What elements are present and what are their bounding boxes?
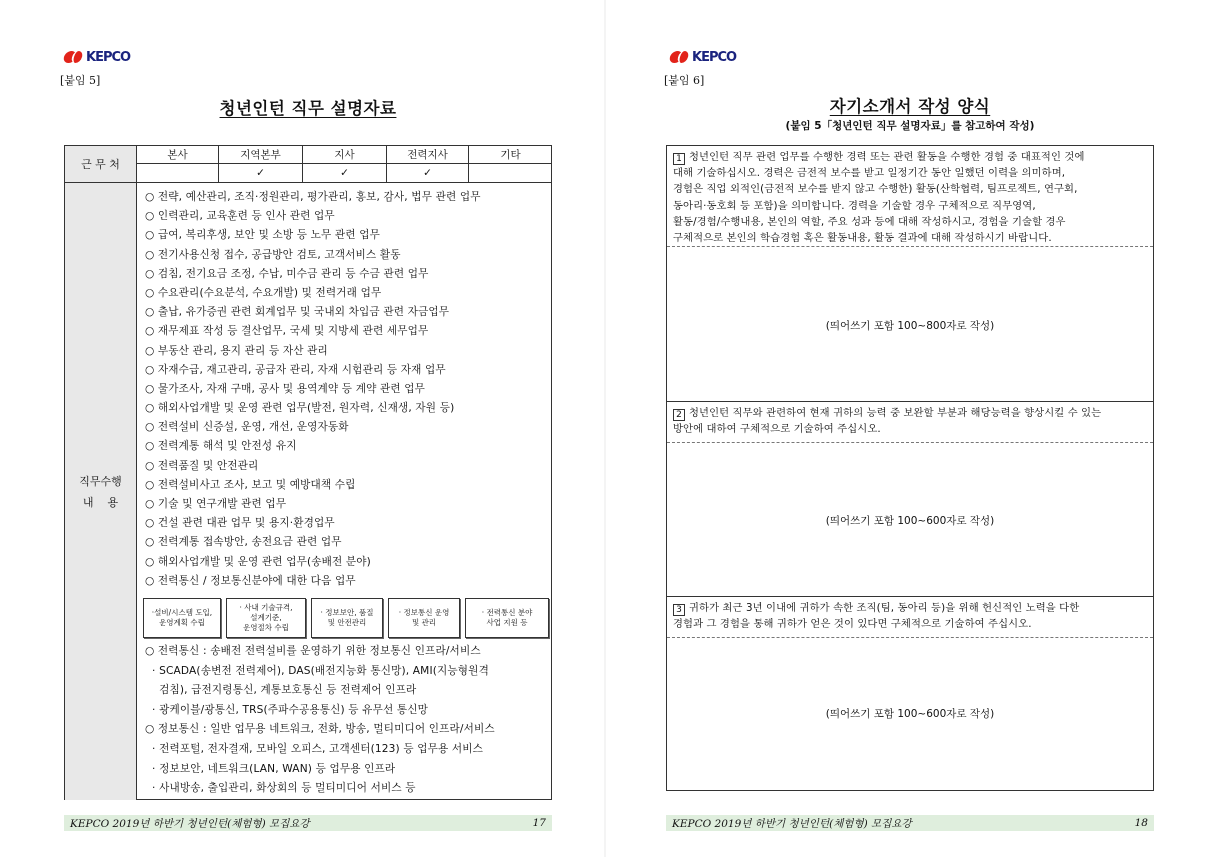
question-text: 방안에 대하여 구체적으로 기술하여 주십시오. (673, 423, 881, 436)
question-2 (667, 402, 1153, 440)
location-grid (137, 146, 552, 183)
page-number: 17 (532, 817, 546, 829)
question-text: 대해 기술하십시오. 경력은 금전적 보수를 받고 일정기간 동안 일했던 이력을 의미하며, (673, 167, 1066, 180)
footer (64, 815, 552, 831)
question-line (673, 149, 1147, 165)
subtask-box (143, 598, 221, 638)
telecom-item: 검침), 급전지령통신, 계통보호통신 등 전력제어 인프라 (145, 684, 417, 697)
location-col-header: 본사 (137, 146, 219, 164)
telecom-item: · 사내방송, 출입관리, 화상회의 등 멀티미디어 서비스 등 (145, 782, 416, 795)
location-col-header: 전력지사 (387, 146, 469, 164)
question-line (673, 165, 1147, 181)
question-1 (667, 146, 1153, 249)
duty-item: ○ 기술 및 연구개발 관련 업무 (145, 498, 287, 510)
duty-item: ○ 전략, 예산관리, 조직·정원관리, 평가관리, 홍보, 감사, 법무 관련 업무 (145, 191, 481, 203)
telecom-item: · 정보보안, 네트워크(LAN, WAN) 등 업무용 인프라 (145, 762, 396, 775)
telecom-item: · 광케이블/광통신, TRS(주파수공용통신) 등 유무선 통신망 (145, 703, 429, 716)
attachment-label: [붙임 5] (60, 74, 101, 87)
question-line (673, 198, 1147, 214)
question-number: 2 (673, 409, 685, 421)
question-number: 1 (673, 153, 685, 165)
location-check-cell: ✓ (219, 164, 303, 182)
telecom-item: · 전력포털, 전자결재, 모바일 오피스, 고객센터(123) 등 업무용 서비스 (145, 742, 484, 755)
self-introduction-form (666, 145, 1154, 791)
duty-item: ○ 인력관리, 교육훈련 등 인사 관련 업무 (145, 210, 335, 223)
subtask-box-line: · 전력통신 분야 (481, 608, 533, 617)
page-17 (0, 0, 606, 857)
kepco-logo-icon (670, 50, 690, 64)
duty-item: ○ 출납, 유가증권 관련 회계업무 및 국내외 차입금 관련 자금업무 (145, 306, 450, 319)
page-number: 18 (1134, 817, 1148, 829)
duty-item: ○ 전력통신 / 정보통신분야에 대한 다음 업무 (145, 574, 356, 587)
question-text: 청년인턴 직무 관련 업무를 수행한 경력 또는 관련 활동을 수행한 경험 중 대표적인 것에 (689, 151, 1085, 163)
duty-label-line-2: 내 용 (82, 495, 119, 509)
location-label: 근 무 처 (65, 146, 137, 183)
subtask-box-line: ·설비/시스템 도입, (151, 608, 213, 617)
question-line (673, 600, 1147, 616)
subtask-box (388, 598, 460, 638)
question-text: 경험과 그 경험을 통해 귀하가 얻은 것이 있다면 구체적으로 기술하여 주십시오. (673, 618, 1032, 631)
location-check-cell: ✓ (303, 164, 387, 182)
logo-text: KEPCO (692, 49, 737, 65)
footer-text: KEPCO 2019년 하반기 청년인턴(체험형) 모집요강 (70, 817, 310, 830)
question-line (673, 181, 1147, 197)
question-text: 구체적으로 본인의 학습경험 혹은 활동내용, 활동 결과에 대해 작성하시기 바랍니다. (673, 232, 1052, 245)
subtask-box-line: 및 안전관리 (327, 618, 367, 627)
subtask-box (226, 598, 306, 638)
question-number: 3 (673, 604, 685, 616)
answer-area-2[interactable]: (띄어쓰기 포함 100~600자로 작성) (825, 515, 995, 527)
page-subtitle: (붙임 5「청년인턴 직무 설명자료」를 참고하여 작성) (785, 120, 1035, 132)
kepco-logo-icon (64, 50, 84, 64)
question-divider (667, 246, 1153, 247)
location-col-header: 기타 (469, 146, 552, 164)
duty-item: ○ 전력설비사고 조사, 보고 및 예방대책 수립 (145, 478, 356, 491)
question-line (673, 421, 1147, 437)
question-divider (667, 637, 1153, 638)
duty-item: ○ 전력설비 신증설, 운영, 개선, 운영자동화 (145, 421, 349, 434)
subtask-box-line: · 정보보안, 품질 (320, 608, 374, 617)
duty-item: ○ 전기사용신청 접수, 공급방안 검토, 고객서비스 활동 (145, 248, 401, 261)
duty-label (65, 183, 137, 800)
telecom-subtask-boxes (143, 598, 549, 638)
subtask-box-line: 설계기준, (250, 613, 282, 622)
question-line (673, 230, 1147, 246)
question-line (673, 405, 1147, 421)
kepco-logo (670, 49, 736, 65)
duty-label-line-1: 직무수행 (79, 474, 122, 488)
duty-item: ○ 급여, 복리후생, 보안 및 소방 등 노무 관련 업무 (145, 229, 380, 242)
duty-list (145, 188, 545, 591)
duty-item: ○ 자재수급, 재고관리, 공급자 관리, 자재 시험관리 등 자재 업무 (145, 363, 446, 376)
question-text: 경험은 직업 외적인(금전적 보수를 받지 않고 수행한) 활동(산학협력, 팀프로젝트, 연구회, (673, 183, 1078, 196)
subtask-box (465, 598, 549, 638)
location-check-cell: ✓ (387, 164, 469, 182)
duty-item: ○ 전력계통 접속방안, 송전요금 관련 업무 (145, 536, 342, 549)
subtask-box-line: · 사내 기술규격, (239, 603, 293, 612)
answer-area-1[interactable]: (띄어쓰기 포함 100~800자로 작성) (825, 320, 995, 332)
location-check-cell (137, 164, 219, 182)
duty-item: ○ 해외사업개발 및 운영 관련 업무(발전, 원자력, 신재생, 자원 등) (145, 402, 455, 415)
page-title: 자기소개서 작성 양식 (829, 97, 991, 116)
question-line (673, 214, 1147, 230)
telecom-item: ○ 전력통신 : 송배전 전력설비를 운영하기 위한 정보통신 인프라/서비스 (145, 645, 481, 657)
duty-item: ○ 부동산 관리, 용지 관리 등 자산 관리 (145, 344, 328, 357)
subtask-box-line: 운영계획 수립 (159, 618, 205, 627)
location-col-header: 지사 (303, 146, 387, 164)
job-description-table (64, 145, 552, 800)
telecom-list (145, 642, 549, 799)
duty-item: ○ 재무제표 작성 등 결산업무, 국세 및 지방세 관련 세무업무 (145, 325, 429, 338)
question-text: 귀하가 최근 3년 이내에 귀하가 속한 조직(팀, 동아리 등)을 위해 헌신적인 노력을 다한 (689, 602, 1080, 614)
subtask-box-line: 사업 지원 등 (486, 618, 528, 627)
subtask-box (311, 598, 383, 638)
logo-text: KEPCO (86, 49, 131, 65)
duty-item: ○ 건설 관련 대관 업무 및 용지·환경업무 (145, 517, 335, 530)
telecom-item: ○ 정보통신 : 일반 업무용 네트워크, 전화, 방송, 멀티미디어 인프라/서비스 (145, 723, 495, 736)
footer-text: KEPCO 2019년 하반기 청년인턴(체험형) 모집요강 (672, 817, 912, 830)
attachment-label: [붙임 6] (664, 74, 705, 87)
kepco-logo (64, 49, 130, 65)
duty-item: ○ 해외사업개발 및 운영 관련 업무(송배전 분야) (145, 555, 371, 568)
subtask-box-line: 및 관리 (411, 618, 437, 627)
question-divider (667, 442, 1153, 443)
question-line (673, 616, 1147, 632)
question-text: 청년인턴 직무와 관련하여 현재 귀하의 능력 중 보완할 부분과 해당능력을 향상시킬 수 있는 (689, 407, 1102, 419)
answer-area-3[interactable]: (띄어쓰기 포함 100~600자로 작성) (825, 708, 995, 720)
question-3 (667, 597, 1153, 635)
page-title: 청년인턴 직무 설명자료 (219, 99, 397, 118)
duty-item: ○ 전력품질 및 안전관리 (145, 459, 259, 472)
footer-right (666, 815, 1154, 831)
location-check-cell (469, 164, 552, 182)
location-col-header: 지역본부 (219, 146, 303, 164)
duty-item: ○ 수요관리(수요분석, 수요개발) 및 전력거래 업무 (145, 286, 382, 299)
subtask-box-line: · 정보통신 운영 (398, 608, 450, 617)
duty-item: ○ 물가조사, 자재 구매, 공사 및 용역계약 등 계약 관련 업무 (145, 382, 426, 395)
duty-item: ○ 검침, 전기요금 조정, 수납, 미수금 관리 등 수금 관련 업무 (145, 267, 429, 280)
telecom-item: · SCADA(송변전 전력제어), DAS(배전지능화 통신망), AMI(지능형원격 (145, 664, 489, 677)
subtask-box-line: 운영절차 수립 (243, 623, 289, 632)
question-text: 동아리·동호회 등 포함)을 의미합니다. 경력을 기술할 경우 구체적으로 직무영역, (673, 199, 1036, 212)
duty-item: ○ 전력계통 해석 및 안전성 유지 (145, 440, 297, 453)
question-text: 활동/경험/수행내용, 본인의 역할, 주요 성과 등에 대해 작성하시고, 경험을 기술할 경우 (673, 215, 1066, 228)
